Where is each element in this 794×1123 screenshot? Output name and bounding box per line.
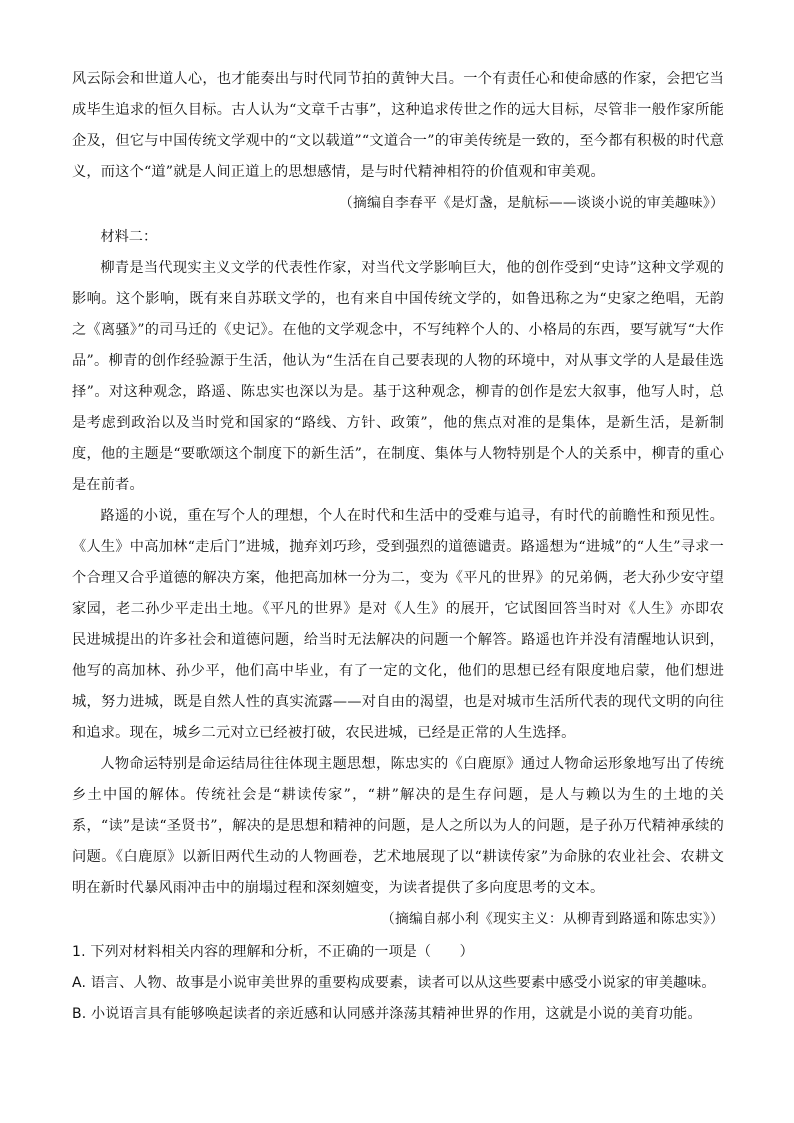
material1-closing-paragraph: 风云际会和世道人心，也才能奏出与时代同节拍的黄钟大吕。一个有责任心和使命感的作家，会把它当成毕生追求的恒久目标。古人认为“文章千古事”，这种追求传世之作的远大目标，尽管非一般作家所能企及，但它与中国传统文学观中的“文以载道”“文道合一”的审美传统是一致的，至今都有积极的时代意义，而这个“道”就是人间正道上的思想感情，是与时代精神相符的价值观和审美观。 xyxy=(72,71,724,180)
question-1-option-a: A. 语言、人物、故事是小说审美世界的重要构成要素，读者可以从这些要素中感受小说家的审美趣味。 xyxy=(72,975,716,991)
material2-heading: 材料二： xyxy=(100,229,158,245)
document-page xyxy=(72,64,724,1030)
question-1-stem: 1. 下列对材料相关内容的理解和分析，不正确的一项是（ ） xyxy=(72,944,474,960)
material2-paragraph-3: 人物命运特别是命运结局往往体现主题思想，陈忠实的《白鹿原》通过人物命运形象地写出了传统乡土中国的解体。传统社会是“耕读传家”，“耕”解决的是生存问题，是人与赖以为生的土地的关系，“读”是读“圣贤书”，解决的是思想和精神的问题，是人之所以为人的问题，是子孙万代精神承续的问题。《白鹿原》以新旧两代生动的人物画卷，艺术地展现了以“耕读传家”为命脉的农业社会、农耕文明在新时代暴风雨冲击中的崩塌过程和深刻嬗变，为读者提供了多向度思考的文本。 xyxy=(72,756,724,896)
question-1-option-b: B. 小说语言具有能够唤起读者的亲近感和认同感并涤荡其精神世界的作用，这就是小说的美育功能。 xyxy=(72,1006,702,1022)
material2-source-citation: （摘编自郝小利《现实主义：从柳青到路遥和陈忠实》） xyxy=(380,911,724,927)
material2-paragraph-1: 柳青是当代现实主义文学的代表性作家，对当代文学影响巨大，他的创作受到“史诗”这种文学观的影响。这个影响，既有来自苏联文学的，也有来自中国传统文学的，如鲁迅称之为“史家之绝唱，无韵之《离骚》”的司马迁的《史记》。在他的文学观念中，不写纯粹个人的、小格局的东西，要写就写“大作品”。柳青的创作经验源于生活，他认为“生活在自己要表现的人物的环境中，对从事文学的人是最佳选择”。对这种观念，路遥、陈忠实也深以为是。基于这种观念，柳青的创作是宏大叙事，他写人时，总是考虑到政治以及当时党和国家的“路线、方针、政策”，他的焦点对准的是集体，是新生活，是新制度，他的主题是“要歌颂这个制度下的新生活”，在制度、集体与人物特别是个人的关系中，柳青的重心是在前者。 xyxy=(72,260,724,493)
material2-paragraph-2: 路遥的小说，重在写个人的理想，个人在时代和生活中的受难与追寻，有时代的前瞻性和预见性。《人生》中高加林“走后门”进城，抛弃刘巧珍，受到强烈的道德谴责。路遥想为“进城”的“人生”寻求一个合理又合乎道德的解决方案，他把高加林一分为二，变为《平凡的世界》的兄弟俩，老大孙少安守望家园，老二孙少平走出土地。《平凡的世界》是对《人生》的展开，它试图回答当时对《人生》亦即农民进城提出的许多社会和道德问题，给当时无法解决的问题一个解答。路遥也许并没有清醒地认识到，他写的高加林、孙少平，他们高中毕业，有了一定的文化，他们的思想已经有限度地启蒙，他们想进城，努力进城，既是自然人性的真实流露——对自由的渴望，也是对城市生活所代表的现代文明的向往和追求。现在，城乡二元对立已经被打破，农民进城，已经是正常的人生选择。 xyxy=(72,508,724,741)
material1-source-citation: （摘编自李春平《是灯盏，是航标——谈谈小说的审美趣味》） xyxy=(338,195,724,211)
